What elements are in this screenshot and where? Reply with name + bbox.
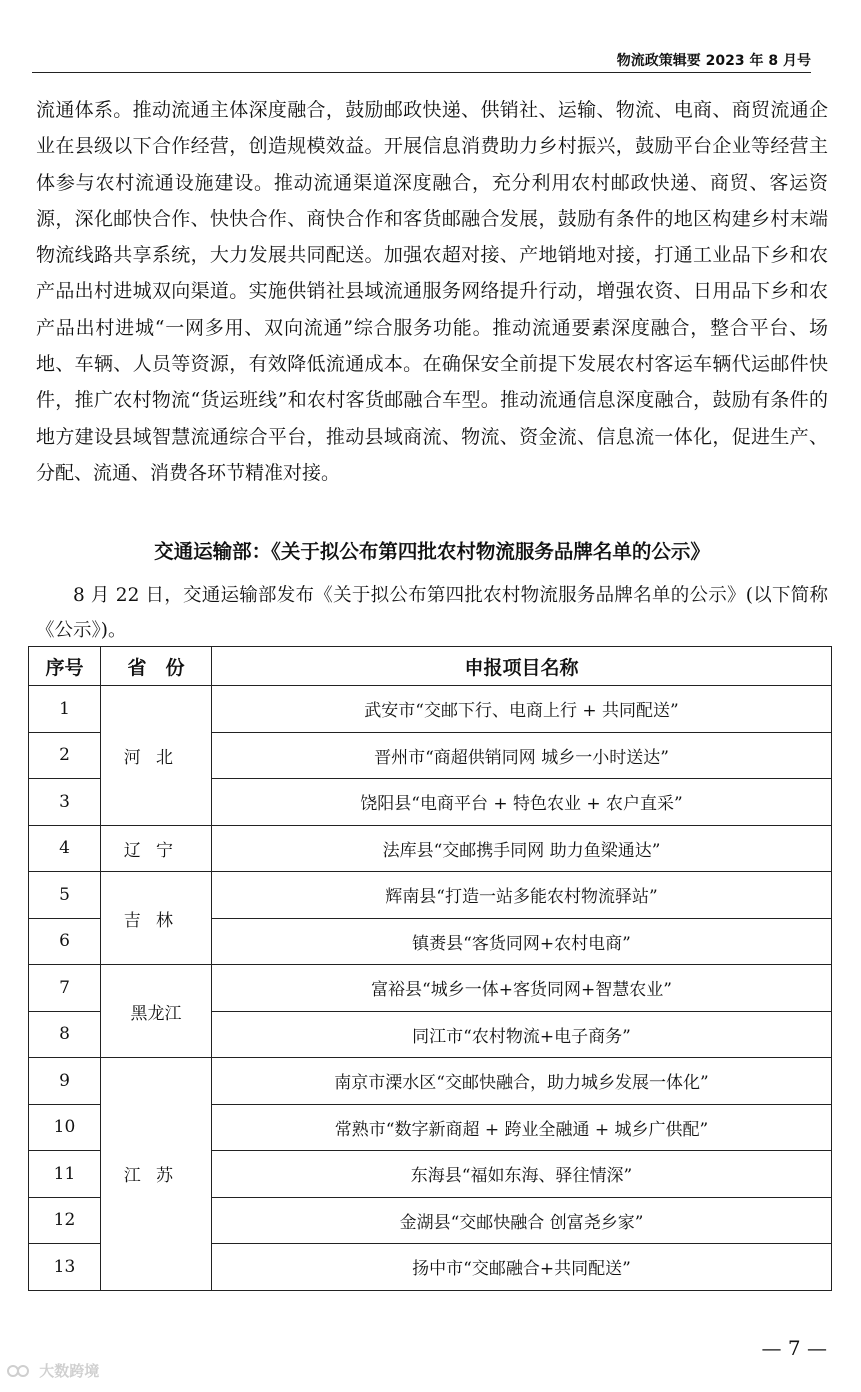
cell-project: 富裕县“城乡一体+客货同网+智慧农业” (212, 965, 832, 1012)
table-row (29, 825, 832, 872)
cell-project: 南京市溧水区“交邮快融合，助力城乡发展一体化” (212, 1058, 832, 1105)
cell-project: 东海县“福如东海、驿往情深” (212, 1151, 832, 1198)
section-title: 交通运输部：《关于拟公布第四批农村物流服务品牌名单的公示》 (154, 540, 710, 563)
cell-seq: 5 (29, 872, 101, 919)
cell-project: 武安市“交邮下行、电商上行 + 共同配送” (212, 686, 832, 733)
table-row (29, 1058, 832, 1105)
cell-seq: 4 (29, 825, 101, 872)
brand-list-table (28, 646, 832, 1291)
cell-province: 辽宁 (101, 825, 212, 872)
cell-project: 饶阳县“电商平台 + 特色农业 + 农户直采” (212, 779, 832, 826)
cell-province: 黑龙江 (101, 965, 212, 1058)
cell-project: 扬中市“交邮融合+共同配送” (212, 1244, 832, 1291)
cell-seq: 8 (29, 1011, 101, 1058)
table-row (29, 686, 832, 733)
cell-project: 镇赉县“客货同网+农村电商” (212, 918, 832, 965)
header-project: 申报项目名称 (212, 647, 832, 686)
cell-project: 常熟市“数字新商超 + 跨业全融通 + 城乡广供配” (212, 1104, 832, 1151)
cell-province: 江苏 (101, 1058, 212, 1291)
table-row (29, 872, 832, 919)
table-row (29, 965, 832, 1012)
cell-seq: 7 (29, 965, 101, 1012)
cell-province: 吉林 (101, 872, 212, 965)
intro-paragraph: 8 月 22 日，交通运输部发布《关于拟公布第四批农村物流服务品牌名单的公示》(以下简称《公示》)。 (36, 585, 828, 641)
header-divider (32, 72, 811, 73)
cell-seq: 13 (29, 1244, 101, 1291)
cell-seq: 6 (29, 918, 101, 965)
page-number: — 7 — (761, 1336, 827, 1360)
cell-seq: 2 (29, 732, 101, 779)
cell-project: 金湖县“交邮快融合 创富尧乡家” (212, 1197, 832, 1244)
cell-project: 法库县“交邮携手同网 助力鱼梁通达” (212, 825, 832, 872)
cell-project: 辉南县“打造一站多能农村物流驿站” (212, 872, 832, 919)
watermark (6, 1360, 99, 1381)
cell-seq: 12 (29, 1197, 101, 1244)
cell-province: 河北 (101, 686, 212, 826)
cell-seq: 10 (29, 1104, 101, 1151)
table-header-row (29, 647, 832, 686)
running-header: 物流政策辑要 2023 年 8 月号 (616, 53, 811, 69)
cell-project: 同江市“农村物流+电子商务” (212, 1011, 832, 1058)
cell-seq: 3 (29, 779, 101, 826)
header-seq: 序号 (29, 647, 101, 686)
watermark-logo-icon (6, 1364, 34, 1378)
header-province: 省 份 (101, 647, 212, 686)
cell-seq: 11 (29, 1151, 101, 1198)
cell-project: 晋州市“商超供销同网 城乡一小时送达” (212, 732, 832, 779)
watermark-text: 大数跨境 (39, 1362, 100, 1380)
cell-seq: 1 (29, 686, 101, 733)
cell-seq: 9 (29, 1058, 101, 1105)
body-paragraph: 流通体系。推动流通主体深度融合，鼓励邮政快递、供销社、运输、物流、电商、商贸流通企业在县级以下合作经营，创造规模效益。开展信息消费助力乡村振兴，鼓励平台企业等经营主体参与农村流通设施建设。推动流通渠道深度融合，充分利用农村邮政快递、商贸、客运资源，深化邮快合作、快快合作、商快合作和客货邮融合发展，鼓励有条件的地区构建乡村末端物流线路共享系统，大力发展共同配送。加强农超对接、产地销地对接，打通工业品下乡和农产品出村进城双向渠道。实施供销社县域流通服务网络提升行动，增强农资、日用品下乡和农产品出村进城“一网多用、双向流通”综合服务功能。推动流通要素深度融合，整合平台、场地、车辆、人员等资源，有效降低流通成本。在确保安全前提下发展农村客运车辆代运邮件快件，推广农村物流“货运班线”和农村客货邮融合车型。推动流通信息深度融合，鼓励有条件的地方建设县域智慧流通综合平台，推动县域商流、物流、资金流、信息流一体化，促进生产、分配、流通、消费各环节精准对接。 (36, 99, 828, 484)
